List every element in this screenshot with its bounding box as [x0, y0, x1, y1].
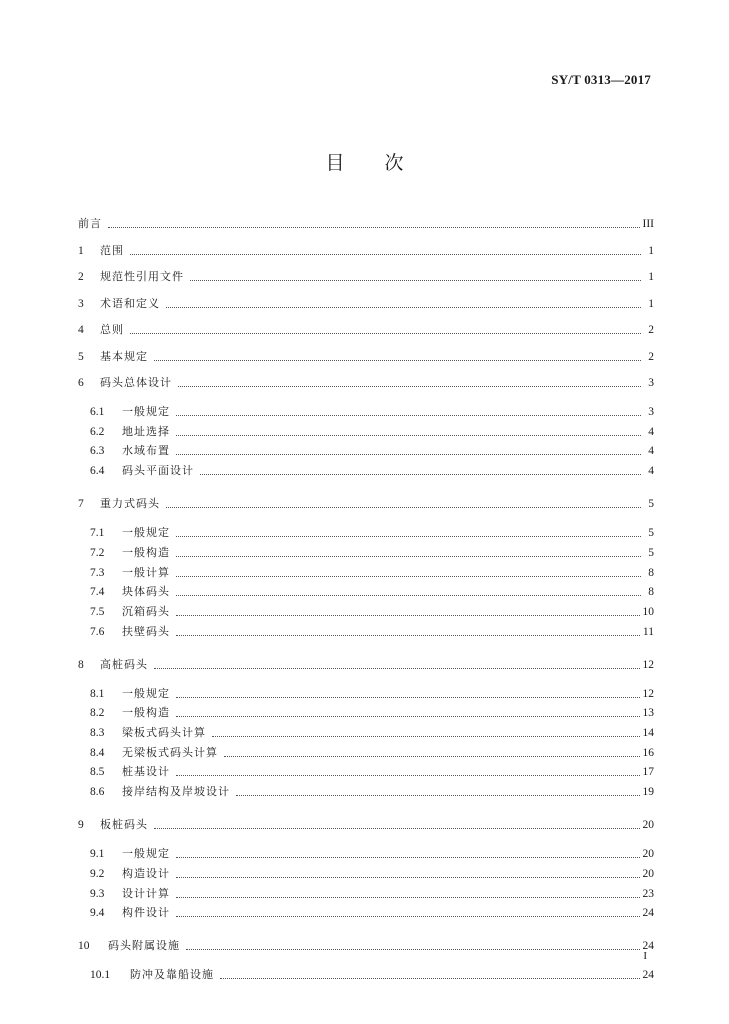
toc-entry-label: 一般规定 — [122, 405, 170, 418]
toc-entry-number: 9 — [78, 819, 84, 832]
toc-entry-page: III — [642, 218, 654, 230]
toc-entry-page: 5 — [648, 546, 654, 559]
toc-entry-label: 一般规定 — [122, 686, 170, 700]
toc-entry-label: 术语和定义 — [100, 296, 160, 310]
toc-entry-page: 24 — [642, 940, 654, 953]
toc-leader-dots — [178, 385, 641, 387]
toc-entry-label: 桩基设计 — [122, 765, 170, 779]
standard-code: SY/T 0313—2017 — [551, 72, 651, 87]
toc-leader-dots — [176, 715, 640, 717]
toc-entry-page: 24 — [642, 907, 654, 920]
toc-entry[interactable] — [78, 654, 654, 672]
toc-entry-label: 总则 — [100, 323, 124, 336]
toc-entry-label: 一般规定 — [122, 526, 170, 540]
toc-entry-page: 5 — [648, 527, 654, 540]
toc-entry-number: 8.1 — [90, 687, 105, 700]
toc-entry[interactable] — [90, 440, 654, 458]
toc-entry-number: 6.4 — [90, 465, 105, 478]
toc-entry-number: 9.3 — [90, 887, 105, 900]
toc-leader-dots — [190, 279, 641, 281]
toc-entry-label: 板桩码头 — [100, 818, 148, 832]
toc-entry-label: 块体码头 — [122, 585, 170, 599]
toc-entry[interactable] — [78, 346, 654, 364]
toc-entry-number: 8.5 — [90, 766, 105, 779]
toc-entry-number: 6.1 — [90, 406, 105, 418]
toc-entry-page: 1 — [648, 244, 654, 257]
toc-leader-dots — [176, 896, 640, 898]
toc-entry-label: 地址选择 — [122, 424, 170, 438]
toc-entry-number: 8.2 — [90, 707, 105, 720]
toc-entry[interactable] — [78, 493, 654, 511]
toc-entry-label: 一般规定 — [122, 847, 170, 861]
toc-entry-label: 接岸结构及岸坡设计 — [122, 785, 230, 799]
toc-entry[interactable] — [90, 781, 654, 799]
toc-leader-dots — [176, 876, 640, 878]
toc-leader-dots — [176, 555, 641, 557]
toc-leader-dots — [154, 667, 640, 669]
toc-entry[interactable] — [90, 542, 654, 560]
toc-entry[interactable] — [90, 742, 654, 760]
toc-leader-dots — [130, 332, 641, 334]
toc-entry-page: 8 — [648, 586, 654, 599]
toc-leader-dots — [176, 634, 640, 636]
toc-entry-number: 6.2 — [90, 425, 105, 438]
toc-entry-number: 8 — [78, 658, 84, 671]
toc-entry-page: 24 — [642, 969, 654, 982]
toc-entry-label: 构造设计 — [122, 866, 170, 880]
toc-entry-label: 一般构造 — [122, 545, 170, 559]
toc-entry[interactable] — [90, 562, 654, 580]
toc-entry-label: 码头附属设施 — [108, 939, 180, 953]
toc-leader-dots — [176, 614, 640, 616]
toc-entry-page: 1 — [648, 297, 654, 310]
toc-entry[interactable] — [90, 421, 654, 439]
toc-entry-label: 规范性引用文件 — [100, 270, 184, 283]
toc-entry-page: 8 — [648, 566, 654, 579]
toc-entry-label: 码头平面设计 — [122, 464, 194, 478]
toc-entry-label: 梁板式码头计算 — [122, 726, 206, 739]
toc-entry[interactable] — [78, 266, 654, 284]
toc-entry-number: 6.3 — [90, 445, 105, 458]
toc-entry[interactable] — [90, 883, 654, 901]
toc-entry[interactable] — [78, 935, 654, 953]
toc-entry-page: 17 — [642, 766, 654, 779]
toc-entry-page: 2 — [648, 350, 654, 363]
toc-leader-dots — [176, 414, 641, 416]
toc-entry-page: 5 — [648, 498, 654, 511]
toc-entry-number: 7.4 — [90, 586, 105, 599]
toc-entry-label: 前言 — [78, 217, 102, 230]
toc-entry-number: 3 — [78, 297, 84, 310]
toc-leader-dots — [176, 575, 641, 577]
toc-leader-dots — [176, 915, 640, 917]
toc-entry-page: 19 — [642, 786, 654, 799]
toc-entry[interactable] — [90, 522, 654, 540]
toc-entry-number: 9.4 — [90, 907, 105, 920]
toc-leader-dots — [236, 794, 640, 796]
toc-entry-number: 10 — [78, 940, 90, 953]
toc-entry-number: 4 — [78, 324, 84, 336]
toc-leader-dots — [130, 253, 641, 255]
toc-entry-label: 基本规定 — [100, 349, 148, 363]
toc-entry-number: 2 — [78, 271, 84, 283]
toc-entry-page: 12 — [642, 658, 654, 671]
toc-entry[interactable] — [90, 401, 654, 419]
toc-entry-label: 设计计算 — [122, 886, 170, 900]
toc-leader-dots — [224, 755, 640, 757]
toc-entry-page: 1 — [648, 271, 654, 283]
page-title — [0, 148, 729, 175]
toc-entry[interactable] — [78, 293, 654, 311]
toc-entry-number: 7.3 — [90, 566, 105, 579]
toc-entry-number: 8.6 — [90, 786, 105, 799]
title-char-2: 次 — [384, 152, 404, 174]
toc-entry-page: 10 — [642, 605, 654, 618]
toc-entry-page: 4 — [648, 445, 654, 458]
toc-leader-dots — [154, 359, 641, 361]
toc-entry-number: 7.5 — [90, 605, 105, 618]
toc-entry-label: 扶壁码头 — [122, 624, 170, 638]
toc-entry-label: 一般计算 — [122, 565, 170, 579]
toc-entry[interactable] — [90, 964, 654, 982]
toc-entry-page: 16 — [642, 746, 654, 759]
toc-entry-number: 6 — [78, 377, 84, 389]
toc-leader-dots — [220, 977, 640, 979]
toc-entry[interactable] — [90, 460, 654, 478]
toc-entry[interactable] — [90, 601, 654, 619]
toc-entry[interactable] — [78, 240, 654, 258]
toc-entry-page: 20 — [642, 819, 654, 832]
toc-entry-label: 防冲及靠船设施 — [130, 968, 214, 982]
toc-leader-dots — [212, 735, 640, 737]
toc-entry[interactable] — [78, 814, 654, 832]
toc-leader-dots — [200, 473, 641, 475]
toc-entry-number: 7.2 — [90, 546, 105, 559]
toc-leader-dots — [176, 434, 641, 436]
toc-entry-number: 10.1 — [90, 969, 111, 982]
title-char-1: 目 — [325, 152, 345, 174]
toc-leader-dots — [154, 827, 640, 829]
toc-entry-number: 7.6 — [90, 625, 105, 638]
toc-entry-page: 23 — [642, 887, 654, 900]
toc-entry-page: 20 — [642, 848, 654, 861]
toc-entry-number: 7.1 — [90, 527, 105, 540]
toc-entry[interactable] — [90, 761, 654, 779]
toc-leader-dots — [108, 226, 640, 228]
toc-leader-dots — [176, 535, 641, 537]
toc-entry[interactable] — [78, 319, 654, 337]
toc-entry[interactable] — [90, 702, 654, 720]
toc-entry-page: 20 — [642, 867, 654, 880]
toc-entry-label: 码头总体设计 — [100, 376, 172, 389]
toc-entry-page: 3 — [648, 406, 654, 418]
toc-entry[interactable] — [90, 581, 654, 599]
toc-leader-dots — [176, 453, 641, 455]
toc-entry-number: 8.3 — [90, 727, 105, 739]
toc-entry[interactable] — [90, 843, 654, 861]
toc-leader-dots — [176, 774, 640, 776]
toc-entry-number: 7 — [78, 498, 84, 511]
toc-entry-number: 5 — [78, 350, 84, 363]
page-number: I — [643, 950, 647, 962]
toc-entry-number: 8.4 — [90, 746, 105, 759]
toc-entry-label: 无梁板式码头计算 — [122, 745, 218, 759]
toc-entry-page: 4 — [648, 425, 654, 438]
toc-leader-dots — [166, 506, 641, 508]
toc-entry-label: 重力式码头 — [100, 497, 160, 511]
toc-entry-number: 9.2 — [90, 867, 105, 880]
toc-entry-label: 一般构造 — [122, 706, 170, 720]
toc-entry[interactable] — [90, 722, 654, 740]
toc-entry[interactable] — [90, 863, 654, 881]
toc-entry-page: 14 — [642, 727, 654, 739]
toc-leader-dots — [176, 696, 640, 698]
toc-leader-dots — [176, 594, 641, 596]
toc-entry-page: 3 — [648, 377, 654, 389]
toc-entry[interactable] — [78, 372, 654, 390]
toc-entry-label: 水域布置 — [122, 444, 170, 458]
toc-entry-label: 构件设计 — [122, 906, 170, 920]
toc-entry[interactable] — [90, 902, 654, 920]
toc-entry-page: 13 — [642, 707, 654, 720]
toc-entry[interactable] — [90, 621, 654, 639]
toc-entry-number: 1 — [78, 244, 84, 257]
toc-entry[interactable] — [90, 683, 654, 701]
toc-entry-label: 范围 — [100, 243, 124, 257]
toc-entry[interactable] — [78, 213, 654, 231]
toc-leader-dots — [176, 856, 640, 858]
toc-entry-label: 沉箱码头 — [122, 604, 170, 618]
toc-entry-page: 4 — [648, 465, 654, 478]
toc-entry-page: 2 — [648, 324, 654, 336]
toc-entry-number: 9.1 — [90, 848, 105, 861]
toc-entry-page: 12 — [642, 687, 654, 700]
toc-entry-page: 11 — [642, 625, 654, 638]
toc-entry-label: 高桩码头 — [100, 657, 148, 671]
toc-leader-dots — [186, 948, 640, 950]
toc-leader-dots — [166, 306, 641, 308]
